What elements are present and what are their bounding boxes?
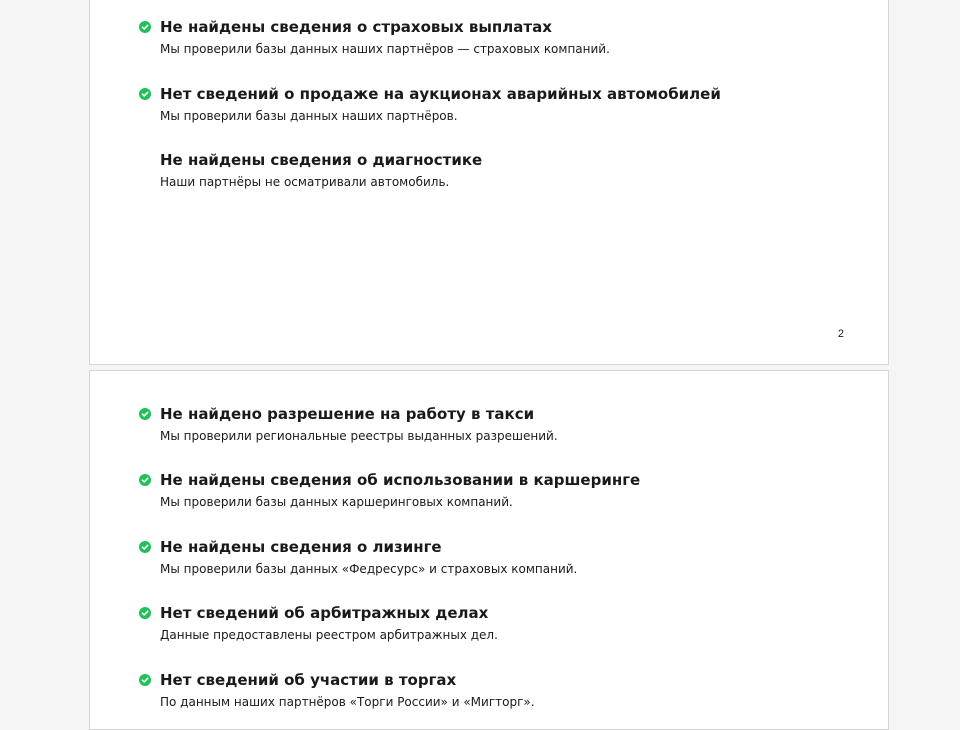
item-description: По данным наших партнёров «Торги России» и «Мигторг». [160,695,535,709]
check-icon [139,607,151,619]
item-description: Мы проверили региональные реестры выданных разрешений. [160,429,558,443]
check-icon [139,408,151,420]
item-title: Нет сведений об арбитражных делах [160,604,489,622]
check-icon [139,541,151,553]
check-icon [139,88,151,100]
item-description: Мы проверили базы данных «Федресурс» и страховых компаний. [160,562,578,576]
report-page-2 [89,370,889,730]
item-description: Данные предоставлены реестром арбитражных дел. [160,628,498,642]
item-description: Мы проверили базы данных каршеринговых компаний. [160,495,513,509]
check-icon [139,21,151,33]
item-title: Не найдены сведения об использовании в каршеринге [160,471,641,489]
item-title: Не найдены сведения о диагностике [160,151,483,169]
report-page-1 [89,0,889,365]
check-icon [139,474,151,486]
item-title: Не найдены сведения о лизинге [160,538,442,556]
item-title: Нет сведений о продаже на аукционах аварийных автомобилей [160,85,721,103]
item-title: Не найдено разрешение на работу в такси [160,405,535,423]
page-number: 2 [837,328,844,340]
item-description: Наши партнёры не осматривали автомобиль. [160,175,450,189]
item-description: Мы проверили базы данных наших партнёров — страховых компаний. [160,42,610,56]
item-title: Нет сведений об участии в торгах [160,671,457,689]
item-title: Не найдены сведения о страховых выплатах [160,18,552,36]
item-description: Мы проверили базы данных наших партнёров. [160,109,458,123]
check-icon [139,674,151,686]
